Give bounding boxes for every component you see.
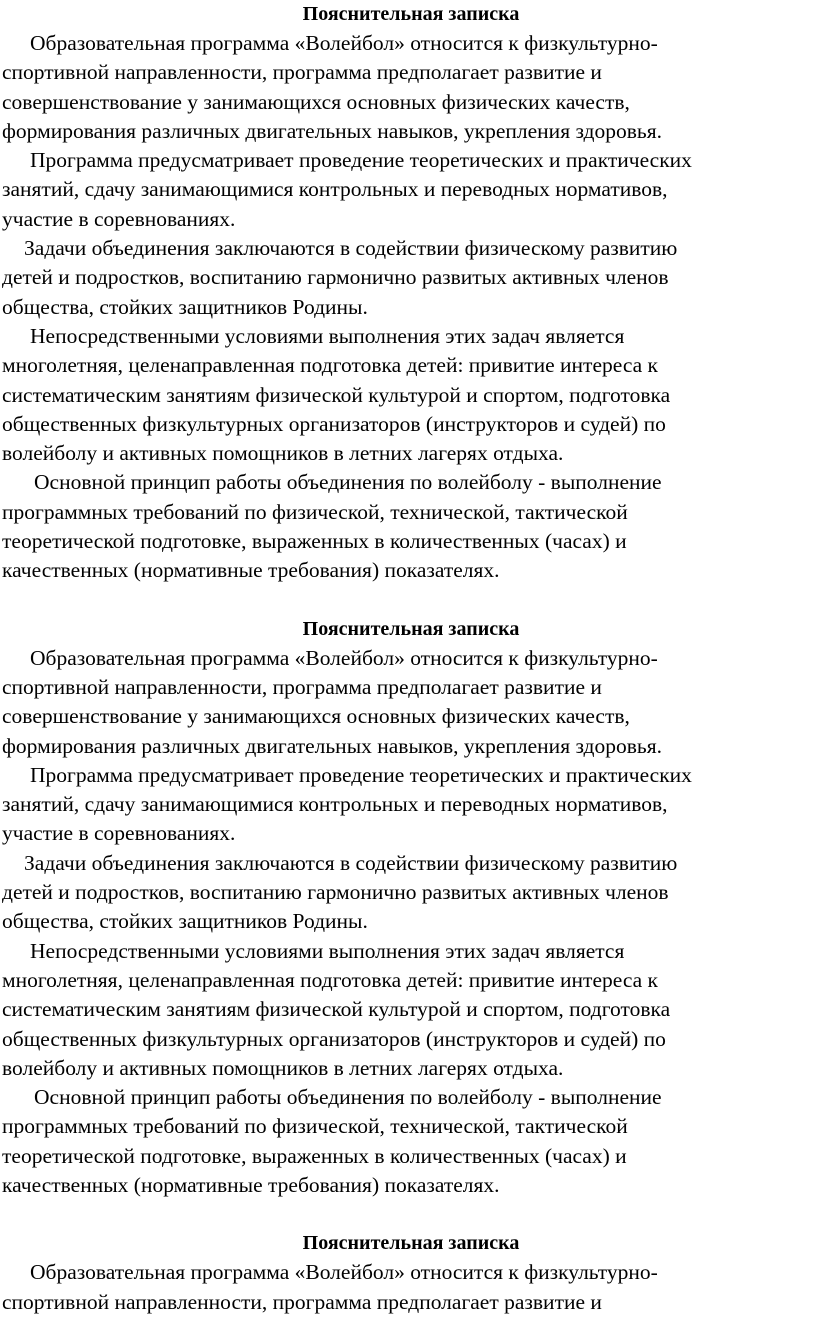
text-line: Образовательная программа «Волейбол» относится к физкультурно- (30, 1260, 658, 1285)
text-line: формирования различных двигательных навыков, укрепления здоровья. (2, 733, 662, 758)
text-line: занятий, сдачу занимающимися контрольных и переводных нормативов, (2, 177, 668, 202)
text-line: Программа предусматривает проведение теоретических и практических (30, 762, 692, 787)
text-line: совершенствование у занимающихся основных физических качеств, (2, 704, 630, 729)
text-line: волейболу и активных помощников в летних лагерях отдыха. (2, 441, 564, 466)
text-line: качественных (нормативные требования) показателях. (2, 1172, 500, 1197)
text-line: качественных (нормативные требования) показателях. (2, 558, 500, 583)
paragraph (2, 644, 802, 761)
section-title: Пояснительная записка (302, 617, 520, 640)
section-2 (2, 615, 802, 1201)
text-line: систематическим занятиям физической культурой и спортом, подготовка (2, 382, 671, 407)
paragraph (2, 761, 802, 849)
text-line: спортивной направленности, программа предполагает развитие и (2, 1289, 602, 1314)
text-line: Программа предусматривает проведение теоретических и практических (30, 148, 692, 173)
text-line: теоретической подготовке, выраженных в количественных (часах) и (2, 1143, 627, 1168)
text-line: спортивной направленности, программа предполагает развитие и (2, 674, 602, 699)
text-line: участие в соревнованиях. (2, 206, 236, 231)
text-line: совершенствование у занимающихся основных физических качеств, (2, 89, 630, 114)
text-line: Основной принцип работы объединения по волейболу - выполнение (34, 470, 662, 495)
paragraph (2, 322, 802, 468)
section-1 (2, 0, 802, 586)
section-spacer (2, 586, 802, 615)
paragraph (2, 937, 802, 1083)
text-line: Задачи объединения заключаются в содействии физическому развитию (24, 236, 678, 261)
text-line: детей и подростков, воспитанию гармонично развитых активных членов (2, 265, 669, 290)
text-line: формирования различных двигательных навыков, укрепления здоровья. (2, 118, 662, 143)
paragraph (2, 468, 802, 585)
text-line: общества, стойких защитников Родины. (2, 909, 368, 934)
text-line: общественных физкультурных организаторов (инструкторов и судей) по (2, 411, 666, 436)
text-line: Образовательная программа «Волейбол» относится к физкультурно- (30, 645, 658, 670)
paragraph (2, 1083, 802, 1200)
section-title: Пояснительная записка (302, 3, 520, 25)
paragraph (2, 234, 802, 322)
section-3 (2, 1229, 802, 1317)
paragraph (2, 1258, 802, 1317)
text-line: волейболу и активных помощников в летних лагерях отдыха. (2, 1055, 564, 1080)
text-line: теоретической подготовке, выраженных в количественных (часах) и (2, 529, 627, 554)
text-line: детей и подростков, воспитанию гармонично развитых активных членов (2, 880, 669, 905)
text-line: программных требований по физической, технической, тактической (2, 1114, 628, 1139)
text-line: Непосредственными условиями выполнения этих задач является (30, 323, 625, 348)
text-line: программных требований по физической, технической, тактической (2, 499, 628, 524)
text-line: участие в соревнованиях. (2, 821, 236, 846)
text-line: многолетняя, целенаправленная подготовка детей: привитие интереса к (2, 967, 658, 992)
text-line: систематическим занятиям физической культурой и спортом, подготовка (2, 997, 671, 1022)
section-spacer (2, 1200, 802, 1229)
text-line: Задачи объединения заключаются в содействии физическому развитию (24, 850, 678, 875)
text-line: Основной принцип работы объединения по волейболу - выполнение (34, 1085, 662, 1110)
paragraph (2, 29, 802, 146)
paragraph (2, 146, 802, 234)
text-line: занятий, сдачу занимающимися контрольных и переводных нормативов, (2, 792, 668, 817)
paragraph (2, 849, 802, 937)
text-line: общественных физкультурных организаторов (инструкторов и судей) по (2, 1026, 666, 1051)
document-page (2, 0, 802, 1317)
section-title: Пояснительная записка (302, 1232, 520, 1255)
text-line: спортивной направленности, программа предполагает развитие и (2, 60, 602, 85)
text-line: общества, стойких защитников Родины. (2, 294, 368, 319)
text-line: Непосредственными условиями выполнения этих задач является (30, 938, 625, 963)
text-line: многолетняя, целенаправленная подготовка детей: привитие интереса к (2, 353, 658, 378)
text-line: Образовательная программа «Волейбол» относится к физкультурно- (30, 31, 658, 55)
